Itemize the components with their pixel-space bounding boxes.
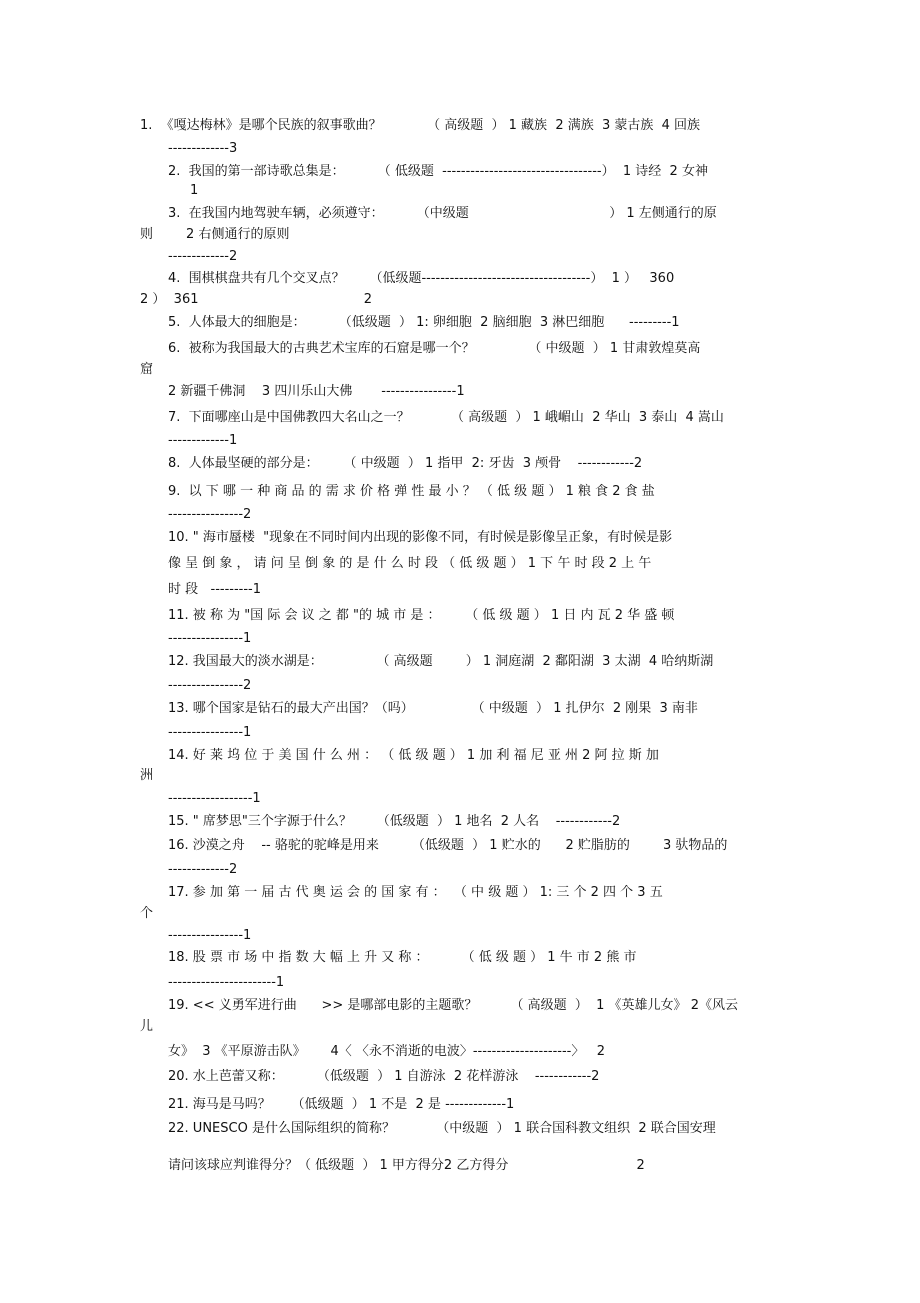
q16-answer: -------------2 <box>168 862 238 877</box>
q3-line: 3. 在我国内地驾驶车辆，必须遵守： （中级题 ） 1 左侧通行的原 <box>168 206 717 221</box>
q21-line: 21. 海马是马吗？ （低级题 ） 1 不是 2 是 -------------1 <box>168 1097 515 1112</box>
q8-line: 8. 人体最坚硬的部分是： （ 中级题 ） 1 指甲 2: 牙齿 3 颅骨 ------------2 <box>168 456 643 471</box>
q6-line: 6. 被称为我国最大的古典艺术宝库的石窟是哪一个？ （ 中级题 ） 1 甘肃敦煌莫高 <box>168 341 701 356</box>
q1-answer: -------------3 <box>168 141 238 156</box>
q18-answer: -----------------------1 <box>168 975 285 990</box>
q9-answer: ----------------2 <box>168 507 252 522</box>
q3-answer: -------------2 <box>168 249 238 264</box>
q11-line: 11. 被 称 为 "国 际 会 议 之 都 "的 城 市 是 ： （ 低 级 题 ） 1 日 内 瓦 2 华 盛 顿 <box>168 608 675 623</box>
q19-options: 女》 3 《平原游击队》 4〈 〈永不消逝的电波〉---------------------〉 2 <box>168 1044 606 1059</box>
q17-continuation: 个 <box>140 906 154 921</box>
q19-continuation: 儿 <box>140 1019 154 1034</box>
q16-line: 16. 沙漠之舟 -- 骆驼的驼峰是用来 （低级题 ） 1 贮水的 2 贮脂肪的 3 驮物品的 <box>168 838 728 853</box>
q12-answer: ----------------2 <box>168 678 252 693</box>
q18-line: 18. 股 票 市 场 中 指 数 大 幅 上 升 又 称 ： （ 低 级 题 ） 1 牛 市 2 熊 市 <box>168 950 637 965</box>
q23-partial-line: 请问该球应判谁得分？（ 低级题 ） 1 甲方得分2 乙方得分 2 <box>168 1158 645 1173</box>
q2-answer: 1 <box>190 183 199 198</box>
q6-continuation: 窟 <box>140 362 154 377</box>
q10-continuation: 像 呈 倒 象 ， 请 问 呈 倒 象 的 是 什 么 时 段 （ 低 级 题 ） 1 下 午 时 段 2 上 午 <box>168 556 652 571</box>
q4-continuation: 2 ） 361 2 <box>140 292 373 307</box>
q22-line: 22. UNESCO 是什么国际组织的简称？ （中级题 ） 1 联合国科教文组织 2 联合国安理 <box>168 1121 716 1136</box>
q20-line: 20. 水上芭蕾又称： （低级题 ） 1 自游泳 2 花样游泳 ------------2 <box>168 1069 600 1084</box>
q14-answer: ------------------1 <box>168 791 261 806</box>
q17-answer: ----------------1 <box>168 928 252 943</box>
q2-line: 2. 我国的第一部诗歌总集是： （ 低级题 ----------------------------------） 1 诗经 2 女神 <box>168 164 708 179</box>
q11-answer: ----------------1 <box>168 631 252 646</box>
q6-answer: 2 新疆千佛洞 3 四川乐山大佛 ----------------1 <box>168 384 465 399</box>
q14-line: 14. 好 莱 坞 位 于 美 国 什 么 州 ： （ 低 级 题 ） 1 加 利 福 尼 亚 州 2 阿 拉 斯 加 <box>168 748 659 763</box>
q7-line: 7. 下面哪座山是中国佛教四大名山之一？ （ 高级题 ） 1 峨嵋山 2 华山 3 泰山 4 嵩山 <box>168 410 724 425</box>
q10-line: 10. " 海市蜃楼 "现象在不同时间内出现的影像不同，有时候是影像呈正象，有时候是影 <box>168 530 673 545</box>
q12-line: 12. 我国最大的淡水湖是： （ 高级题 ） 1 洞庭湖 2 鄱阳湖 3 太湖 4 哈纳斯湖 <box>168 654 714 669</box>
q3-continuation: 则 2 右侧通行的原则 <box>140 227 290 242</box>
q9-line: 9. 以 下 哪 一 种 商 品 的 需 求 价 格 弹 性 最 小 ？ （ 低 级 题 ） 1 粮 食 2 食 盐 <box>168 484 655 499</box>
q7-answer: -------------1 <box>168 433 238 448</box>
q15-line: 15. " 席梦思"三个字源于什么？ （低级题 ） 1 地名 2 人名 ------------2 <box>168 814 621 829</box>
q13-answer: ----------------1 <box>168 725 252 740</box>
q10-answer: 时 段 ---------1 <box>168 582 262 597</box>
q17-line: 17. 参 加 第 一 届 古 代 奥 运 会 的 国 家 有 ： （ 中 级 题 ） 1: 三 个 2 四 个 3 五 <box>168 885 663 900</box>
q14-continuation: 洲 <box>140 768 154 783</box>
q1-line: 1. 《嘎达梅林》是哪个民族的叙事歌曲？ （ 高级题 ） 1 藏族 2 满族 3 蒙古族 4 回族 <box>140 118 701 133</box>
q5-line: 5. 人体最大的细胞是： （低级题 ） 1: 卵细胞 2 脑细胞 3 淋巴细胞 ---------1 <box>168 315 680 330</box>
q13-line: 13. 哪个国家是钻石的最大产出国？（吗） （ 中级题 ） 1 扎伊尔 2 刚果 3 南非 <box>168 701 698 716</box>
q4-line: 4. 围棋棋盘共有几个交叉点？ （低级题------------------------------------） 1 ） 360 <box>168 271 675 286</box>
q19-line: 19. << 义勇军进行曲 >> 是哪部电影的主题歌？ （ 高级题 ） 1 《英雄儿女》 2《风云 <box>168 998 738 1013</box>
